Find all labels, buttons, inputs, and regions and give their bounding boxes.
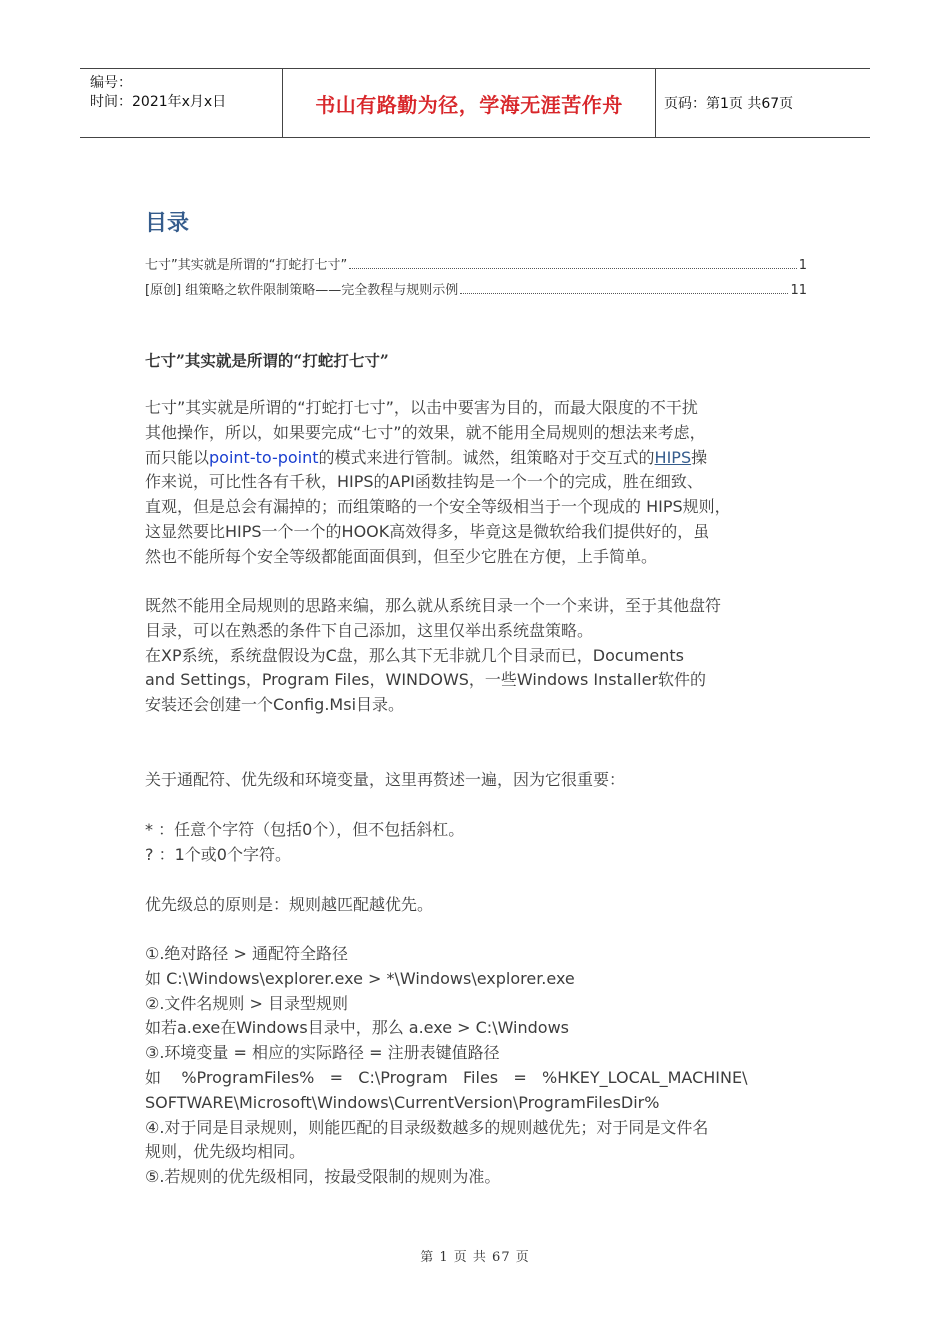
paragraph-wildcards <box>145 818 807 868</box>
document-date-label: 时间：2021年x月x日 <box>90 94 227 110</box>
text-segment: 操 <box>691 447 708 467</box>
section-heading: 七寸”其实就是所谓的“打蛇打七寸” <box>145 351 389 370</box>
document-number-label: 编号： <box>90 75 132 91</box>
header-page-info: 页码：第1页 共67页 <box>664 96 794 112</box>
paragraph-wildcards-intro <box>145 768 807 793</box>
toc-entry-text: 七寸”其实就是所谓的“打蛇打七寸” <box>145 258 348 273</box>
text-line: ④.对于同是目录规则，则能匹配的目录级数越多的规则越优先；对于同是文件名 <box>145 1117 709 1137</box>
text-line: 这显然要比HIPS一个一个的HOOK高效得多，毕竟这是微软给我们提供好的，虽 <box>145 521 710 541</box>
text-line: 直观，但是总会有漏掉的；而组策略的一个安全等级相当于一个现成的 HIPS规则， <box>145 497 731 517</box>
text-line: and Settings，Program Files，WINDOWS，一些Windows Installer软件的 <box>145 670 707 690</box>
text-line: 优先级总的原则是：规则越匹配越优先。 <box>145 895 434 914</box>
text-segment: 的模式来进行管制。诚然，组策略对于交互式的 <box>318 447 655 467</box>
paragraph-priority-rules <box>145 942 807 1190</box>
paragraph-intro <box>145 396 807 570</box>
toc-entry[interactable] <box>145 278 807 298</box>
text-line: ③.环境变量 = 相应的实际路径 = 注册表键值路径 <box>145 1043 500 1063</box>
text-line: 在XP系统，系统盘假设为C盘，那么其下无非就几个目录而已，Documents <box>145 645 685 665</box>
toc-leader-dots <box>460 293 788 294</box>
header-info-cell <box>80 69 283 137</box>
text-line: SOFTWARE\Microsoft\Windows\CurrentVersion\ProgramFilesDir% <box>145 1092 660 1112</box>
page-footer: 第 1 页 共 67 页 <box>420 1250 530 1265</box>
header-motto-cell <box>283 69 656 137</box>
text-line: ? ：1个或0个字符。 <box>145 844 291 864</box>
text-line: ②.文件名规则 > 目录型规则 <box>145 993 349 1013</box>
text-line: 如 C:\Windows\explorer.exe > *\Windows\explorer.exe <box>145 968 575 988</box>
text-line: 规则，优先级均相同。 <box>145 1142 306 1162</box>
motto-text: 书山有路勤为径，学海无涯苦作舟 <box>315 92 623 117</box>
page-header <box>80 68 870 138</box>
text-line: 作来说，可比性各有千秋，HIPS的API函数挂钩是一个一个的完成，胜在细致、 <box>145 472 703 492</box>
text-line-with-links <box>145 446 807 471</box>
header-page-cell <box>656 69 870 137</box>
text-segment: 而只能以 <box>145 447 210 467</box>
toc-leader-dots <box>349 268 797 269</box>
toc-title: 目录 <box>145 211 190 236</box>
toc-entry[interactable] <box>145 253 807 273</box>
paragraph-priority-principle <box>145 893 807 918</box>
text-line: 然也不能所每个安全等级都能面面俱到，但至少它胜在方便，上手简单。 <box>145 546 658 566</box>
text-line: 如若a.exe在Windows目录中，那么 a.exe > C:\Windows <box>145 1018 570 1038</box>
text-line: 如 %ProgramFiles% = C:\Program Files = %HKEY_LOCAL_MACHINE\ <box>145 1067 748 1087</box>
toc-entry-text: [原创] 组策略之软件限制策略——完全教程与规则示例 <box>145 283 459 298</box>
toc-entry-page: 11 <box>790 283 807 298</box>
text-line: ①.绝对路径 > 通配符全路径 <box>145 944 349 963</box>
text-line: 关于通配符、优先级和环境变量，这里再赘述一遍，因为它很重要： <box>145 770 626 789</box>
text-line: 其他操作，所以，如果要完成“七寸”的效果，就不能用全局规则的想法来考虑， <box>145 422 706 442</box>
text-line: 既然不能用全局规则的思路来编，那么就从系统目录一个一个来讲，至于其他盘符 <box>145 596 722 615</box>
text-line: 目录，可以在熟悉的条件下自己添加，这里仅举出系统盘策略。 <box>145 620 594 640</box>
toc-entry-page: 1 <box>798 258 807 273</box>
hips-link[interactable]: HIPS <box>654 447 692 467</box>
text-line: 安装还会创建一个Config.Msi目录。 <box>145 695 405 715</box>
paragraph-system-dirs <box>145 594 807 718</box>
point-to-point-link[interactable]: point-to-point <box>209 447 319 467</box>
text-line: 七寸”其实就是所谓的“打蛇打七寸”，以击中要害为目的，而最大限度的不干扰 <box>145 398 698 417</box>
text-line: * ：任意个字符（包括0个），但不包括斜杠。 <box>145 820 465 839</box>
text-line: ⑤.若规则的优先级相同，按最受限制的规则为准。 <box>145 1167 501 1187</box>
